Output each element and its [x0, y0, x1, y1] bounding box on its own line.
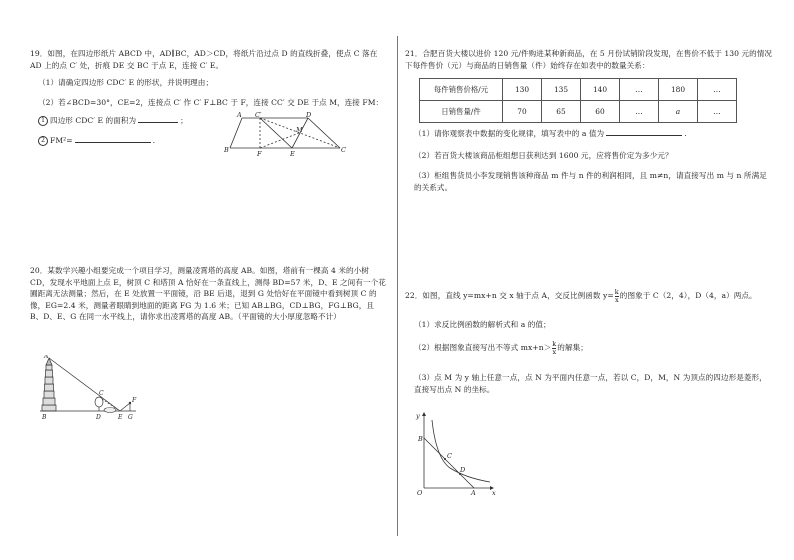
table-cell: …	[698, 79, 737, 101]
q22-label-B: B	[418, 435, 423, 443]
q19-label-F: F	[257, 150, 262, 158]
table-cell: 140	[581, 79, 620, 101]
q19-label-C: C	[341, 146, 346, 154]
q19-sub2-text: FM²=	[50, 136, 73, 145]
q22-label-C: C	[447, 452, 452, 460]
q20-figure	[36, 355, 146, 425]
q19-part1: （1）请确定四边形 CDC′ E 的形状，并说明理由；	[38, 78, 214, 87]
table-header-price: 每件销售价格/元	[420, 79, 503, 101]
q20-label-C: C	[99, 390, 104, 397]
q19-label-D: D	[306, 111, 312, 119]
table-cell: …	[620, 101, 659, 123]
observer-eye	[129, 402, 131, 404]
q19-label-A: A	[237, 111, 242, 119]
q21-stem: 21．合肥百货大楼以进价 120 元/件购进某种新商品，在 5 月份试销阶段发现，在售价不低于 130 元的情况下每件售价（元）与商品的日销售量（件）始终存在如表中的数量关系：	[405, 49, 773, 70]
q19-sub2: 2 FM²= .	[38, 135, 218, 147]
pagoda-tower	[42, 358, 56, 411]
table-cell: 130	[503, 79, 542, 101]
table-cell: 180	[659, 79, 698, 101]
table-cell: 135	[542, 79, 581, 101]
fraction-denominator: x	[552, 347, 557, 356]
q22-stem-a: 22．如图，直线 y=mx+n 交 x 轴于点 A，交反比例函数 y=	[405, 291, 614, 300]
table-cell: a	[659, 101, 698, 123]
line-y-mx-n	[424, 438, 474, 488]
q19-part2: （2）若∠BCD=30°，CE=2，连接点 C′ 作 C′ F⊥BC 于 F，连接 CC′ 交 DE 于点 M，连接 FM：	[38, 98, 384, 107]
q22-part2-a: （2）根据图象直接写出不等式 mx+n＞	[414, 343, 552, 352]
q19-answer-blank-2[interactable]	[75, 135, 151, 143]
q20-label-G: G	[128, 414, 133, 421]
q20-label-D: D	[96, 414, 101, 421]
point-C	[444, 458, 446, 460]
fraction-k-over-x	[615, 289, 619, 303]
q20-label-F: F	[132, 397, 137, 404]
q21-part2: （2）若百货大楼该商品柜组想日获利达到 1600 元，应将售价定为多少元？	[414, 151, 673, 160]
q19-stem: 19．如图，在四边形纸片 ABCD 中，AD∥BC，AD＞CD，将纸片沿过点 D 的直线折叠，使点 C 落在 AD 上的点 C′ 处，折痕 DE 交 BC 于点 E，连接 C′ E。	[30, 49, 378, 70]
q21-part1-text: （1）请你观察表中数据的变化规律，填写表中的 a 值为	[414, 129, 605, 138]
q22-part2	[414, 341, 774, 355]
q21-part3: （3）柜组售货员小李发现销售该种商品 m 件与 n 件的利润相同，且 m≠n，请直接写出 m 与 n 所满足的关系式。	[414, 171, 767, 192]
table-cell: 70	[503, 101, 542, 123]
table-cell: 60	[581, 101, 620, 123]
q22-label-y: y	[416, 412, 420, 420]
fraction-k-over-x-2	[552, 341, 556, 355]
q22-part2-b: 的解集；	[557, 343, 588, 352]
table-cell: 65	[542, 101, 581, 123]
q22-label-D: D	[460, 466, 466, 474]
q22-part1: （1）求反比例函数的解析式和 a 的值；	[414, 320, 551, 329]
q22-label-O: O	[417, 489, 423, 496]
q20-label-A: A	[44, 355, 49, 360]
q20-label-B: B	[42, 414, 47, 421]
fraction-numerator: k	[614, 288, 619, 296]
table-cell: …	[620, 79, 659, 101]
q20-label-E: E	[118, 414, 123, 421]
q21-part1: （1）请你观察表中数据的变化规律，填写表中的 a 值为 .	[414, 129, 687, 138]
q22-stem-b: 的图象于 C（2，4），D（4，a）两点。	[619, 291, 757, 300]
q22-figure	[412, 408, 498, 496]
q19-label-C1: C′	[255, 111, 262, 119]
column-divider	[397, 36, 398, 536]
q19-label-M: M	[296, 126, 303, 134]
circled-number-2: 2	[38, 136, 48, 146]
circled-number-1: 1	[38, 116, 48, 126]
table-header-sales: 日销售量/件	[420, 101, 503, 123]
q20-text: 20．某数学兴趣小组要完成一个项目学习，测量凌霄塔的高度 AB。如图，塔前有一棵高 4 米的小树 CD，发现水平地面上点 E，树顶 C 和塔顶 A 恰好在一条直线上，测得 BD=57 米，D、E 之间有一个花圃距离无法测量；然后，在 E 处放置一平面镜，沿 BE 后退，退到 G 处恰好在平面镜中看到树顶 C 的像，EG=2.4 米，测量者眼睛到地面的距离 FG 为 1.6 米；已知 AB⊥BG，CD⊥BG，FG⊥BG，且 B、D、E、G 在同一水平线上，请你求出凌霄塔的高度 AB。（平面镜的大小厚度忽略不计）	[30, 266, 386, 322]
flower-bed	[104, 408, 116, 413]
q19-label-E: E	[290, 150, 295, 158]
table-row	[420, 79, 737, 101]
fraction-denominator: x	[614, 295, 619, 304]
table-row	[420, 101, 737, 123]
q22-label-x: x	[492, 489, 496, 496]
fraction-numerator: k	[552, 340, 557, 348]
table-cell: …	[698, 101, 737, 123]
q19-answer-blank-1[interactable]	[138, 115, 178, 123]
q19-label-B: B	[224, 146, 229, 154]
q19-sub1: 1 四边形 CDC′ E 的面积为 ；	[38, 115, 218, 127]
q22-part3: （3）点 M 为 y 轴上任意一点，点 N 为平面内任意一点，若以 C，D，M，N 为顶点的四边形是菱形，直接写出点 N 的坐标。	[414, 373, 767, 394]
price-sales-table	[419, 78, 737, 123]
q22-stem	[405, 289, 775, 303]
q19-figure	[222, 110, 352, 158]
tree-crown	[95, 397, 103, 407]
q22-label-A: A	[471, 489, 476, 496]
q21-answer-blank[interactable]	[606, 128, 682, 136]
q19-sub1-text: 四边形 CDC′ E 的面积为	[50, 116, 137, 125]
